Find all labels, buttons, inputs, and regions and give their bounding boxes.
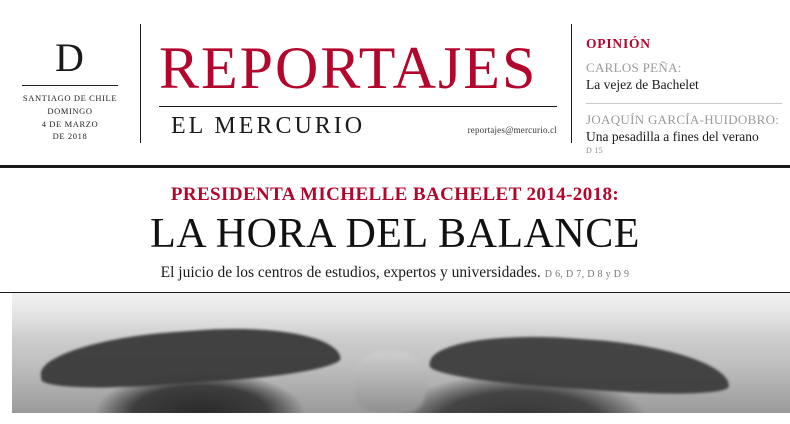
- opinion-page-ref: D 15: [586, 146, 603, 155]
- photo-left-margin: [0, 293, 12, 413]
- photo-nose-bridge: [355, 351, 425, 413]
- publication-identity: [0, 0, 140, 165]
- identity-divider: [22, 85, 118, 86]
- lead-story-standfirst: [10, 264, 780, 282]
- opinion-title: Una pesadilla a fines del verano: [586, 129, 759, 144]
- lead-story-page-refs: D 6, D 7, D 8 y D 9: [544, 269, 630, 281]
- section-letter: D: [55, 35, 85, 80]
- lead-story-header: [0, 168, 790, 292]
- identity-day: DOMINGO: [47, 105, 93, 116]
- lead-photo: [0, 293, 790, 413]
- opinion-divider: [586, 103, 782, 104]
- opinion-section-label: OPINIÓN: [586, 36, 651, 51]
- photo-highlight: [0, 293, 790, 337]
- identity-year: DE 2018: [52, 131, 88, 142]
- lead-story-kicker: PRESIDENTA MICHELLE BACHELET 2014-2018:: [170, 184, 620, 205]
- identity-place: SANTIAGO DE CHILE: [22, 93, 118, 103]
- opinion-title: La vejez de Bachelet: [586, 77, 699, 92]
- publication-logo: REPORTAJES: [159, 35, 538, 102]
- lead-story-headline: LA HORA DEL BALANCE: [150, 211, 640, 257]
- opinion-author: CARLOS PEÑA:: [586, 60, 682, 75]
- logo-underline: [159, 106, 557, 107]
- logo-sub-row: [159, 113, 557, 140]
- opinion-item[interactable]: [586, 60, 782, 93]
- opinion-item[interactable]: [586, 112, 782, 155]
- opinion-column: [572, 0, 790, 165]
- identity-date: 4 DE MARZO: [41, 118, 99, 129]
- section-email[interactable]: reportajes@mercurio.cl: [467, 124, 557, 135]
- standfirst-text: El juicio de los centros de estudios, expertos y universidades.: [160, 264, 541, 282]
- publication-name: EL MERCURIO: [171, 112, 366, 139]
- masthead: [0, 0, 790, 165]
- masthead-title-block: [141, 0, 571, 165]
- opinion-author: JOAQUÍN GARCÍA-HUIDOBRO:: [586, 112, 780, 127]
